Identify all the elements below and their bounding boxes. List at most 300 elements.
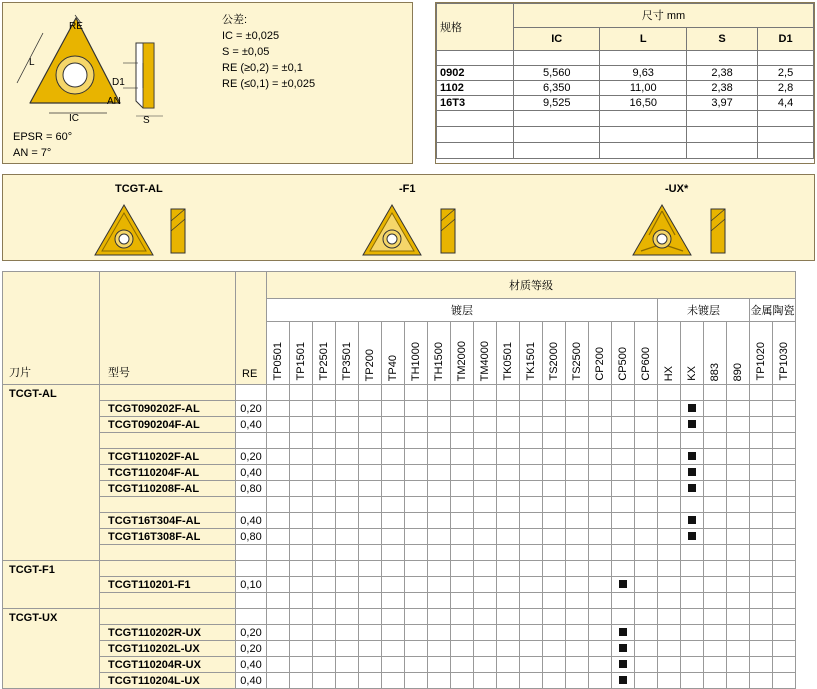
table-row — [3, 449, 796, 465]
grade-cell — [382, 449, 405, 465]
grade-cell — [405, 529, 428, 545]
grade-cell — [750, 561, 773, 577]
blank-row — [3, 433, 796, 449]
grade-cell — [520, 513, 543, 529]
grade-column-header — [681, 322, 704, 385]
grade-cell — [727, 465, 750, 481]
grade-cell — [704, 401, 727, 417]
spec-cell: 0902 — [437, 66, 514, 81]
grade-cell — [497, 481, 520, 497]
grade-cell — [520, 529, 543, 545]
grade-cell — [451, 401, 474, 417]
grade-column-header — [382, 322, 405, 385]
spec-cell: 16T3 — [437, 96, 514, 111]
grade-cell — [405, 657, 428, 673]
blank-row — [3, 609, 796, 625]
insert-f1-icon — [359, 199, 459, 259]
grade-cell — [612, 385, 635, 401]
col-s: S — [686, 27, 757, 51]
grade-cell — [336, 481, 359, 497]
grade-column-header — [497, 322, 520, 385]
grade-cell — [543, 529, 566, 545]
grade-cell — [497, 593, 520, 609]
grade-cell — [474, 609, 497, 625]
table-row — [3, 481, 796, 497]
grade-cell — [359, 577, 382, 593]
grade-cell — [313, 385, 336, 401]
grade-cell — [612, 449, 635, 465]
grade-cell — [520, 465, 543, 481]
re-cell: 0,10 — [236, 577, 267, 593]
grade-cell — [382, 385, 405, 401]
grade-cell — [405, 545, 428, 561]
grade-cell — [750, 417, 773, 433]
grade-cell — [635, 401, 658, 417]
grade-cell — [635, 513, 658, 529]
grade-cell — [658, 385, 681, 401]
grade-cell — [428, 529, 451, 545]
grade-cell — [681, 609, 704, 625]
grade-cell — [382, 513, 405, 529]
grade-cell — [451, 625, 474, 641]
grade-cell — [704, 465, 727, 481]
grade-cell — [727, 593, 750, 609]
grade-cell — [773, 401, 796, 417]
model-cell: TCGT110204R-UX — [100, 657, 236, 673]
grade-cell — [451, 449, 474, 465]
grade-cell — [267, 401, 290, 417]
grade-cell — [497, 673, 520, 689]
grade-cell — [290, 593, 313, 609]
grade-cell — [520, 449, 543, 465]
grade-cell — [612, 561, 635, 577]
grade-cell — [635, 593, 658, 609]
grade-cell — [520, 385, 543, 401]
grade-column-header — [451, 322, 474, 385]
tolerance-s: S = ±0,05 — [222, 46, 270, 58]
grade-cell — [589, 449, 612, 465]
grade-cell — [635, 641, 658, 657]
grade-cell — [313, 529, 336, 545]
grade-cell — [635, 577, 658, 593]
grade-column-header — [704, 322, 727, 385]
grade-cell — [612, 529, 635, 545]
grade-cell — [451, 673, 474, 689]
grade-cell — [635, 465, 658, 481]
grade-cell — [704, 497, 727, 513]
grade-cell — [727, 577, 750, 593]
s-cell: 2,38 — [686, 66, 757, 81]
grade-cell — [336, 401, 359, 417]
grade-cell — [750, 465, 773, 481]
grade-cell — [658, 673, 681, 689]
grade-cell — [474, 481, 497, 497]
grade-cell — [497, 657, 520, 673]
grade-cell — [428, 545, 451, 561]
grade-cell — [589, 497, 612, 513]
re-cell: 0,80 — [236, 481, 267, 497]
grade-cell — [520, 593, 543, 609]
grade-column-header — [543, 322, 566, 385]
grade-cell — [428, 433, 451, 449]
availability-mark-icon — [688, 484, 696, 492]
grade-cell — [589, 417, 612, 433]
model-cell — [100, 593, 236, 609]
model-cell: TCGT110204L-UX — [100, 673, 236, 689]
grade-cell — [566, 497, 589, 513]
grade-cell — [474, 561, 497, 577]
grade-cell — [704, 417, 727, 433]
grade-cell — [290, 641, 313, 657]
grade-cell — [382, 561, 405, 577]
blank-row — [3, 385, 796, 401]
grade-cell — [750, 673, 773, 689]
grade-cell — [612, 513, 635, 529]
grade-cell — [773, 673, 796, 689]
grade-cell — [773, 513, 796, 529]
grade-cell — [405, 513, 428, 529]
grade-cell — [520, 673, 543, 689]
grade-cell — [497, 433, 520, 449]
re-cell: 0,40 — [236, 417, 267, 433]
grade-cell — [382, 657, 405, 673]
grade-cell — [359, 641, 382, 657]
grade-cell — [428, 657, 451, 673]
grade-cell — [566, 641, 589, 657]
grade-cell — [704, 577, 727, 593]
grade-cell — [267, 673, 290, 689]
l-cell: 9,63 — [600, 66, 686, 81]
grade-cell — [635, 385, 658, 401]
grade-cell — [635, 673, 658, 689]
group-uncoated: 未镀层 — [658, 299, 750, 322]
variants-panel — [2, 174, 815, 261]
grade-cell — [451, 529, 474, 545]
grade-cell — [543, 385, 566, 401]
grade-cell — [773, 641, 796, 657]
col-l: L — [600, 27, 686, 51]
grade-cell — [566, 625, 589, 641]
grade-cell — [658, 465, 681, 481]
grade-cell — [267, 577, 290, 593]
dimensions-panel — [435, 2, 815, 164]
grade-cell — [451, 641, 474, 657]
grade-cell — [382, 433, 405, 449]
tolerance-re-small: RE (≤0,1) = ±0,025 — [222, 78, 316, 90]
re-col-header: RE — [236, 272, 267, 385]
grade-cell — [336, 513, 359, 529]
grade-cell — [405, 625, 428, 641]
group-cermet: 金属陶瓷 — [750, 299, 796, 322]
grade-cell — [727, 513, 750, 529]
grade-cell — [267, 513, 290, 529]
grade-cell — [681, 577, 704, 593]
grade-cell — [612, 641, 635, 657]
grade-cell — [520, 641, 543, 657]
grade-column-label: TP1030 — [778, 342, 790, 381]
grade-cell — [290, 561, 313, 577]
model-cell — [100, 433, 236, 449]
grade-cell — [497, 545, 520, 561]
grade-cell — [474, 385, 497, 401]
grade-column-label: TM2000 — [456, 340, 468, 381]
epsr-value: EPSR = 60° — [13, 131, 73, 143]
tolerance-re-large: RE (≥0,2) = ±0,1 — [222, 62, 303, 74]
grade-cell — [474, 657, 497, 673]
spec-cell: 1102 — [437, 81, 514, 96]
grade-cell — [750, 385, 773, 401]
grade-cell — [773, 497, 796, 513]
model-cell: TCGT110202R-UX — [100, 625, 236, 641]
grade-cell — [474, 449, 497, 465]
grade-cell — [543, 497, 566, 513]
grade-cell — [474, 401, 497, 417]
grade-cell — [267, 545, 290, 561]
grade-column-header — [405, 322, 428, 385]
grade-cell — [405, 561, 428, 577]
model-cell: TCGT090204F-AL — [100, 417, 236, 433]
grade-cell — [520, 609, 543, 625]
grade-cell — [658, 401, 681, 417]
grade-cell — [727, 641, 750, 657]
grade-cell — [635, 545, 658, 561]
grade-cell — [336, 625, 359, 641]
grade-cell — [566, 593, 589, 609]
grade-cell — [451, 417, 474, 433]
grade-cell — [451, 657, 474, 673]
availability-mark-icon — [619, 676, 627, 684]
grade-cell — [704, 593, 727, 609]
grade-cell — [359, 401, 382, 417]
grade-cell — [635, 481, 658, 497]
grade-cell — [658, 481, 681, 497]
variant-label-al: TCGT-AL — [115, 183, 163, 195]
grade-cell — [681, 657, 704, 673]
grade-cell — [428, 465, 451, 481]
grade-cell — [750, 529, 773, 545]
grade-cell — [681, 497, 704, 513]
grade-cell — [543, 465, 566, 481]
grade-column-header — [290, 322, 313, 385]
grade-cell — [589, 561, 612, 577]
grade-cell — [773, 449, 796, 465]
grade-cell — [313, 673, 336, 689]
grade-cell — [474, 545, 497, 561]
grade-cell — [566, 433, 589, 449]
table-row — [3, 465, 796, 481]
grade-cell — [566, 417, 589, 433]
table-row — [3, 657, 796, 673]
grade-cell — [428, 513, 451, 529]
grade-cell — [451, 609, 474, 625]
col-d1: D1 — [758, 27, 814, 51]
grade-cell — [451, 545, 474, 561]
blank-row — [3, 497, 796, 513]
grade-cell — [589, 609, 612, 625]
grade-cell — [313, 481, 336, 497]
grade-cell — [359, 657, 382, 673]
grade-cell — [382, 609, 405, 625]
grade-column-header — [267, 322, 290, 385]
grade-cell — [589, 385, 612, 401]
grade-column-header — [658, 322, 681, 385]
grade-cell — [589, 401, 612, 417]
grade-cell — [382, 401, 405, 417]
grade-cell — [543, 609, 566, 625]
grade-cell — [612, 417, 635, 433]
grade-cell — [681, 625, 704, 641]
grade-column-header — [750, 322, 773, 385]
grade-cell — [520, 417, 543, 433]
re-cell — [236, 593, 267, 609]
grade-cell — [382, 465, 405, 481]
grade-cell — [566, 465, 589, 481]
availability-mark-icon — [688, 420, 696, 428]
availability-mark-icon — [688, 404, 696, 412]
grade-cell — [497, 529, 520, 545]
grade-cell — [382, 577, 405, 593]
grade-cell — [336, 609, 359, 625]
grade-cell — [382, 417, 405, 433]
grade-cell — [497, 625, 520, 641]
grade-cell — [773, 545, 796, 561]
grade-cell — [290, 545, 313, 561]
grade-cell — [428, 673, 451, 689]
grade-cell — [382, 481, 405, 497]
grade-cell — [658, 577, 681, 593]
availability-mark-icon — [619, 628, 627, 636]
re-cell: 0,20 — [236, 449, 267, 465]
grade-column-label: TH1500 — [433, 341, 445, 381]
grade-cell — [474, 513, 497, 529]
grade-cell — [658, 513, 681, 529]
l-label: L — [29, 57, 35, 68]
grade-cell — [336, 657, 359, 673]
grade-cell — [313, 609, 336, 625]
grade-cell — [382, 673, 405, 689]
dim-row — [437, 96, 814, 111]
grade-cell — [727, 385, 750, 401]
grade-cell — [727, 545, 750, 561]
grade-cell — [359, 561, 382, 577]
grade-cell — [543, 545, 566, 561]
grade-cell — [750, 657, 773, 673]
grade-column-label: TP40 — [387, 354, 399, 381]
grade-cell — [704, 625, 727, 641]
grade-cell — [566, 401, 589, 417]
grade-cell — [313, 433, 336, 449]
grade-cell — [635, 561, 658, 577]
grade-cell — [589, 577, 612, 593]
grade-cell — [359, 433, 382, 449]
grade-cell — [566, 577, 589, 593]
grade-cell — [428, 385, 451, 401]
grade-column-header — [612, 322, 635, 385]
grade-cell — [313, 593, 336, 609]
grade-cell — [520, 625, 543, 641]
grade-cell — [658, 433, 681, 449]
grade-cell — [405, 673, 428, 689]
grade-cell — [336, 577, 359, 593]
grade-cell — [681, 465, 704, 481]
grade-cell — [520, 433, 543, 449]
model-cell: TCGT16T304F-AL — [100, 513, 236, 529]
grade-cell — [290, 449, 313, 465]
model-cell: TCGT110202L-UX — [100, 641, 236, 657]
grade-cell — [612, 657, 635, 673]
grade-cell — [267, 497, 290, 513]
grade-cell — [566, 529, 589, 545]
grade-cell — [405, 465, 428, 481]
grade-cell — [566, 513, 589, 529]
grade-cell — [382, 641, 405, 657]
an-value: AN = 7° — [13, 147, 52, 159]
re-label: RE — [69, 21, 83, 32]
grade-cell — [497, 401, 520, 417]
grade-cell — [267, 609, 290, 625]
grade-column-label: TP3501 — [341, 342, 353, 381]
grade-cell — [359, 545, 382, 561]
grade-cell — [405, 609, 428, 625]
spec-header: 规格 — [437, 4, 514, 51]
grade-column-label: TP200 — [364, 348, 376, 381]
grade-cell — [681, 673, 704, 689]
grade-cell — [773, 385, 796, 401]
grade-cell — [428, 497, 451, 513]
model-cell: TCGT110201-F1 — [100, 577, 236, 593]
availability-mark-icon — [688, 452, 696, 460]
grade-cell — [750, 497, 773, 513]
grade-cell — [290, 673, 313, 689]
grade-cell — [750, 641, 773, 657]
grade-cell — [336, 385, 359, 401]
grade-cell — [681, 545, 704, 561]
grade-cell — [267, 465, 290, 481]
grade-cell — [589, 673, 612, 689]
re-cell — [236, 545, 267, 561]
grade-cell — [750, 593, 773, 609]
grade-cell — [681, 449, 704, 465]
grade-cell — [612, 433, 635, 449]
grade-cell — [566, 609, 589, 625]
grade-cell — [267, 433, 290, 449]
grade-cell — [773, 433, 796, 449]
insert-ux-icon — [629, 199, 729, 259]
insert-col-header: 刀片 — [3, 272, 100, 385]
grade-column-label: 890 — [732, 362, 744, 381]
grade-cell — [359, 625, 382, 641]
grade-cell — [267, 481, 290, 497]
grade-column-label: KX — [686, 366, 698, 381]
grade-cell — [474, 497, 497, 513]
re-cell — [236, 433, 267, 449]
ic-cell: 9,525 — [514, 96, 600, 111]
model-cell: TCGT110202F-AL — [100, 449, 236, 465]
grade-column-label: CP500 — [617, 347, 629, 381]
grade-cell — [543, 561, 566, 577]
grade-cell — [290, 481, 313, 497]
grade-cell — [566, 449, 589, 465]
ic-cell: 6,350 — [514, 81, 600, 96]
grade-cell — [474, 593, 497, 609]
table-row — [3, 513, 796, 529]
grade-cell — [290, 401, 313, 417]
grade-cell — [750, 625, 773, 641]
grade-cell — [727, 561, 750, 577]
re-cell — [236, 609, 267, 625]
d1-cell: 2,5 — [758, 66, 814, 81]
grade-cell — [405, 417, 428, 433]
